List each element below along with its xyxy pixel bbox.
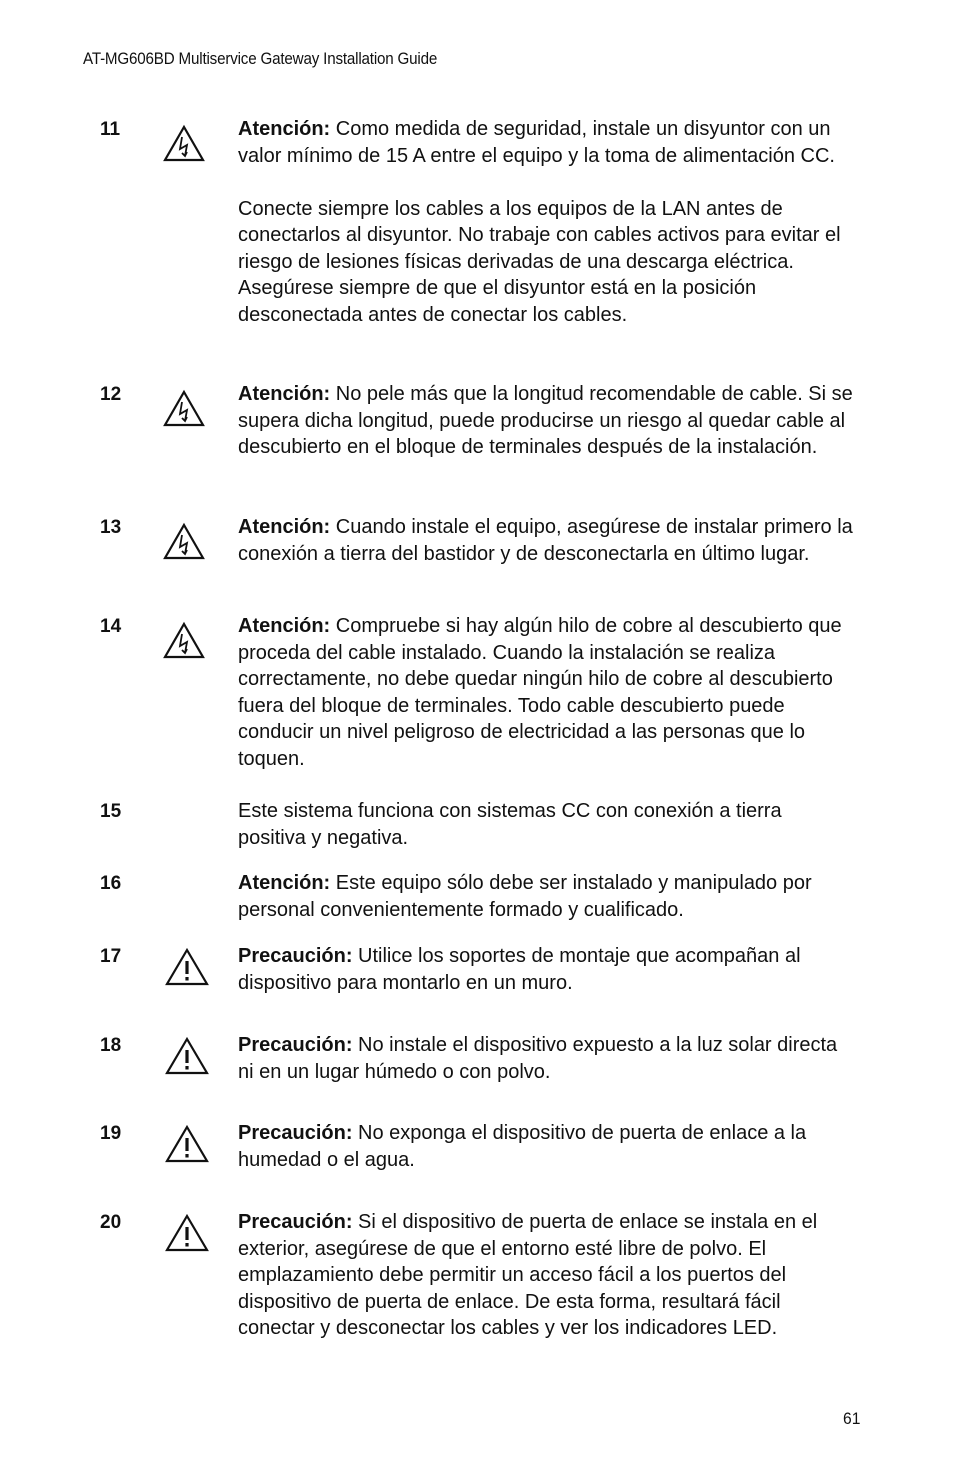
label-warning: Atención: — [238, 615, 331, 637]
item-number: 17 — [100, 946, 122, 967]
item-number: 12 — [100, 384, 122, 405]
electrical-shock-warning-icon — [162, 124, 206, 164]
label-warning: Atención: — [238, 516, 331, 538]
label-caution: Precaución: — [238, 1122, 353, 1144]
paragraph-body: Como medida de seguridad, instale un disyuntor con un valor mínimo de 15 A entre el equipo y la toma de alimentación CC. — [238, 118, 835, 167]
paragraph-body: Compruebe si hay algún hilo de cobre al descubierto que proceda del cable instalado. Cuando la instalación se realiza correctamente, no debe quedar ningún hilo de cobre al descubierto fuera del bloque de terminales. Todo cable descubierto puede conducir un nivel peligroso de electricidad a las personas que lo toquen. — [238, 615, 842, 770]
label-caution: Precaución: — [238, 1034, 353, 1056]
item-number: 11 — [100, 119, 121, 140]
page-number: 61 — [843, 1409, 861, 1428]
paragraph-body: No instale el dispositivo expuesto a la luz solar directa ni en un lugar húmedo o con polvo. — [238, 1034, 838, 1083]
item-text — [238, 1120, 854, 1173]
item-number: 14 — [100, 616, 122, 637]
item-text — [238, 381, 854, 461]
label-caution: Precaución: — [238, 1211, 353, 1233]
item-text — [238, 870, 854, 923]
paragraph-body: Utilice los soportes de montaje que acompañan al dispositivo para montarlo en un muro. — [238, 945, 801, 994]
paragraph — [238, 798, 854, 851]
paragraph-body: Si el dispositivo de puerta de enlace se instala en el exterior, asegúrese de que el entorno esté libre de polvo. El emplazamiento debe permitir un acceso fácil a los puertos del dispositivo de puerta de enlace. De esta forma, resultará fácil conectar y desconectar los cables y ver los indicadores LED. — [238, 1211, 818, 1339]
caution-exclamation-icon — [164, 1036, 210, 1076]
electrical-shock-warning-icon — [162, 522, 206, 562]
label-caution: Precaución: — [238, 945, 353, 967]
paragraph-body: No pele más que la longitud recomendable de cable. Si se supera dicha longitud, puede producirse un riesgo al quedar cable al descubierto en el bloque de terminales después de la instalación. — [238, 383, 853, 458]
caution-exclamation-icon — [164, 1124, 210, 1164]
paragraph — [238, 613, 854, 772]
caution-exclamation-icon — [164, 947, 210, 987]
item-text — [238, 1209, 854, 1342]
paragraph — [238, 1209, 854, 1342]
paragraph — [238, 870, 854, 923]
item-number: 20 — [100, 1212, 122, 1233]
caution-exclamation-icon — [164, 1213, 210, 1253]
item-text — [238, 514, 854, 567]
item-text — [238, 116, 854, 328]
paragraph — [238, 116, 854, 169]
page-header: AT-MG606BD Multiservice Gateway Installation Guide — [83, 50, 438, 68]
item-number: 18 — [100, 1035, 122, 1056]
item-number: 19 — [100, 1123, 122, 1144]
label-warning: Atención: — [238, 383, 331, 405]
paragraph-body: No exponga el dispositivo de puerta de enlace a la humedad o el agua. — [238, 1122, 807, 1171]
electrical-shock-warning-icon — [162, 621, 206, 661]
item-number: 13 — [100, 517, 122, 538]
item-text — [238, 943, 854, 996]
label-warning: Atención: — [238, 118, 331, 140]
paragraph-body: Conecte siempre los cables a los equipos de la LAN antes de conectarlos al disyuntor. No trabaje con cables activos para evitar el riesgo de lesiones físicas derivadas de una descarga eléctrica. Asegúrese siempre de que el disyuntor está en la posición desconectada antes de conectar los cables. — [238, 197, 841, 326]
item-text — [238, 613, 854, 772]
item-number: 15 — [100, 801, 122, 822]
item-number: 16 — [100, 873, 122, 894]
paragraph-body: Este equipo sólo debe ser instalado y manipulado por personal convenientemente formado y cualificado. — [238, 872, 812, 921]
paragraph — [238, 196, 854, 329]
paragraph — [238, 514, 854, 567]
paragraph — [238, 1032, 854, 1085]
item-text — [238, 1032, 854, 1085]
paragraph — [238, 943, 854, 996]
item-text — [238, 798, 854, 851]
label-warning: Atención: — [238, 872, 331, 894]
paragraph — [238, 381, 854, 461]
paragraph-body: Este sistema funciona con sistemas CC con conexión a tierra positiva y negativa. — [238, 800, 782, 849]
paragraph — [238, 1120, 854, 1173]
paragraph-body: Cuando instale el equipo, asegúrese de instalar primero la conexión a tierra del bastidor y de desconectarla en último lugar. — [238, 516, 853, 565]
electrical-shock-warning-icon — [162, 389, 206, 429]
